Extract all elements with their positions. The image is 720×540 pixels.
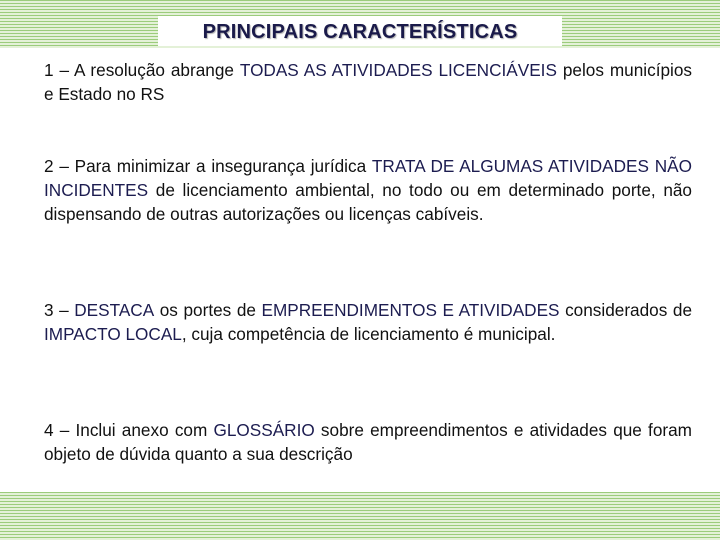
p4-emphasis-glossario: GLOSSÁRIO (213, 420, 315, 440)
p3-text-e: considerados de (559, 300, 693, 320)
p3-emphasis-destaca: DESTACA (74, 300, 155, 320)
p1-text-a: 1 – A resolução abrange (44, 60, 240, 80)
p1-emphasis: TODAS AS ATIVIDADES LICENCIÁVEIS (239, 60, 557, 80)
paragraph-3 (44, 298, 692, 346)
p3-text-c: os portes de (154, 300, 262, 320)
p2-emphasis: TRATA DE ALGUMAS ATIVIDADES NÃO INCIDENTES (44, 156, 692, 200)
paragraph-1 (44, 58, 692, 106)
paragraph-4 (44, 418, 692, 466)
title-box (158, 16, 562, 46)
p3-emphasis-impacto-local: IMPACTO LOCAL (44, 324, 182, 344)
p3-emphasis-empreendimentos: EMPREENDIMENTOS E ATIVIDADES (261, 300, 560, 320)
p3-text-a: 3 – (44, 300, 75, 320)
paragraph-2 (44, 154, 692, 226)
bottom-decorative-stripes (0, 492, 720, 540)
slide-title: PRINCIPAIS CARACTERÍSTICAS (202, 21, 518, 43)
p1-text-c: pelos municípios e Estado no RS (44, 60, 692, 104)
p4-text-c: sobre empreendimentos e atividades que foram objeto de dúvida quanto a sua descrição (44, 420, 692, 464)
p2-text-a: 2 – Para minimizar a insegurança jurídica (44, 156, 372, 176)
p4-text-a: 4 – Inclui anexo com (44, 420, 214, 440)
p2-text-c: de licenciamento ambiental, no todo ou em determinado porte, não dispensando de outras autorizações ou licenças cabíveis. (44, 180, 692, 224)
p3-text-g: , cuja competência de licenciamento é municipal. (181, 324, 556, 344)
